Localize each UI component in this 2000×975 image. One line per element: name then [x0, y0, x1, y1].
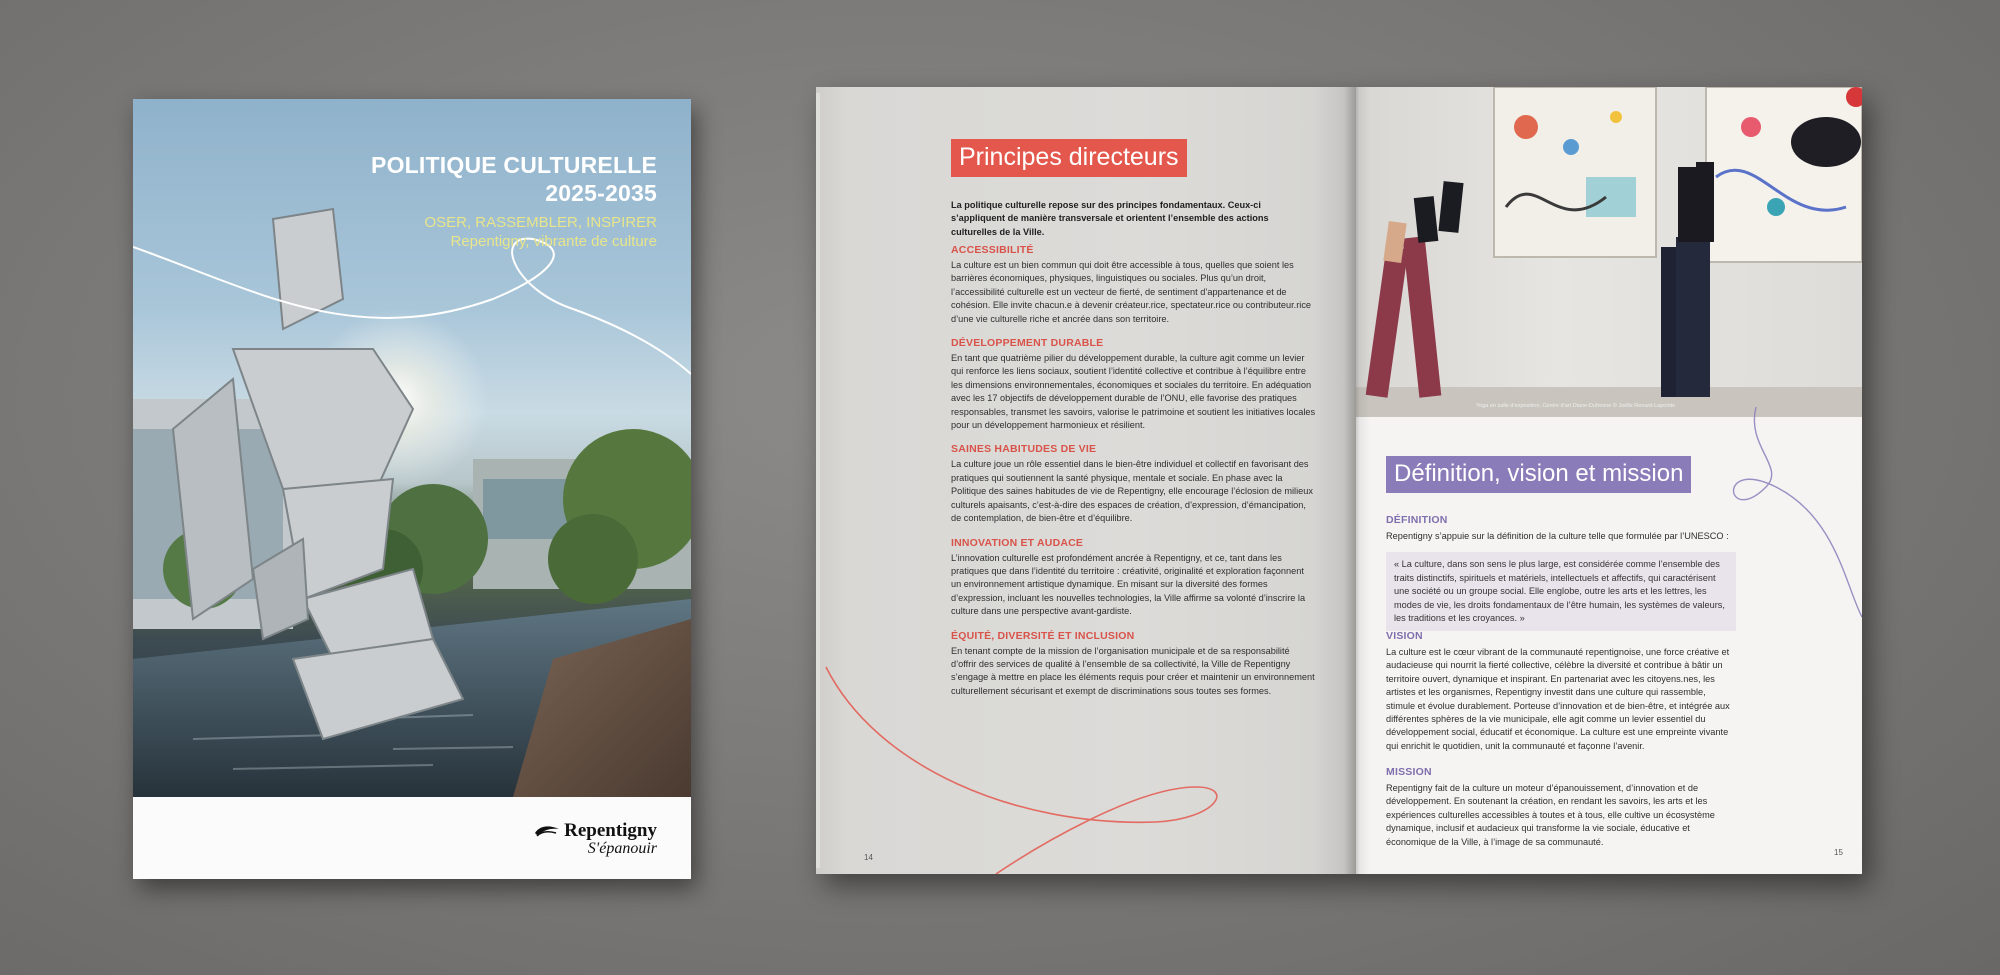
- principe-heading: ÉQUITÉ, DIVERSITÉ ET INCLUSION: [951, 629, 1135, 642]
- logo-name: Repentigny: [564, 820, 657, 841]
- page-edges: [816, 93, 820, 868]
- mission-text: Repentigny fait de la culture un moteur d’épanouissement, d’innovation et de développement. En soutenant la création, en rendant les savoirs, les arts et les expériences culturelles accessibles à toutes et à tous, elle cultive un écosystème dynamique, inclusif et audacieux qui transforme la vie sociale, éducative et économique de la Ville, à l’image de sa communauté.: [1386, 783, 1715, 847]
- photo-caption: Yoga en salle d’exposition, Centre d’art Diane-Dufresne © Joëlle Renard-Lapointe: [1476, 403, 1676, 409]
- principes-list: [951, 244, 1316, 698]
- repentigny-logo: [534, 821, 657, 857]
- cover-title: [371, 151, 657, 207]
- principe-item: [951, 337, 1316, 432]
- principe-heading: ACCESSIBILITÉ: [951, 244, 1034, 256]
- principe-text: La culture joue un rôle essentiel dans le bien-être individuel et collectif en favorisant des pratiques qui soutiennent la santé physique, mentale et sociale. En phase avec la Politique des saines habitudes de vie de Repentigny, elle encourage l’éclosion de milieux culturels apaisants, c’est-à-dire des espaces de création, d’expression, d’émancipation, de contemplation, de bien-être et d’équilibre.: [951, 459, 1313, 524]
- unesco-quote-box: « La culture, dans son sens le plus large, est considérée comme l’ensemble des traits distinctifs, spirituels et matériels, intellectuels et affectifs, qui caractérisent une société ou un groupe social. Elle englobe, outre les arts et les lettres, les modes de vie, les droits fondamentaux de l’être humain, les systèmes de valeurs, les traditions et les croyances. »: [1386, 552, 1736, 631]
- cover-subtitle-line2: Repentigny, vibrante de culture: [450, 233, 657, 250]
- mission-heading: MISSION: [1386, 766, 1432, 778]
- principes-intro: La politique culturelle repose sur des principes fondamentaux. Ceux-ci s’appliquent de manière transversale et orientent l’ensemble des actions culturelles de la Ville.: [951, 200, 1269, 237]
- principe-text: En tant que quatrième pilier du développement durable, la culture agit comme un levier qui renforce les liens sociaux, soutient l’identité collective et contribue à l’équilibre entre les dimensions environnementales, économiques et sociales du territoire. En adéquation avec les 17 objectifs de développement durable de l’ONU, elle favorise des pratiques responsables, transmet les savoirs, valorise le patrimoine et soutient les initiatives locales pour un développement harmonieux et résilient.: [951, 353, 1316, 431]
- principe-heading: INNOVATION ET AUDACE: [951, 536, 1084, 549]
- spine-shadow: [1344, 87, 1370, 874]
- definition-heading: DÉFINITION: [1386, 514, 1448, 526]
- right-page: [1356, 87, 1862, 874]
- mission-section: [1386, 766, 1736, 849]
- vision-text: La culture est le cœur vibrant de la communauté repentignoise, une force créative et audacieuse qui nourrit la fierté collective, célèbre la diversité et contribue à bâtir un territoire ouvert, dynamique et inspirant. En partenariat avec les citoyens.nes, les artistes et les organismes, Repentigny investit dans une culture qui rassemble, stimule et évolue durablement. Porteuse d’innovation et de bien-être, et intégrée aux différentes sphères de la vie municipale, elle agit comme un levier essentiel du développement social, éducatif et économique. La culture est une empreinte vivante qui enrichit le quotidien, unit la communauté et façonne l’avenir.: [1386, 647, 1730, 751]
- vision-heading: VISION: [1386, 630, 1423, 642]
- definition-vision-mission-title: Définition, vision et mission: [1386, 456, 1691, 493]
- definition-section: [1386, 514, 1736, 631]
- principe-item: [951, 443, 1316, 525]
- open-brochure-spread: [816, 87, 1862, 874]
- page-number-left: 14: [864, 853, 873, 862]
- page-number-right: 15: [1834, 848, 1843, 857]
- logo-swoosh-icon: [534, 823, 560, 839]
- principes-title: Principes directeurs: [951, 139, 1187, 177]
- principe-heading: DÉVELOPPEMENT DURABLE: [951, 337, 1104, 350]
- brochure-cover: [133, 99, 691, 879]
- principe-item: [951, 244, 1316, 326]
- principe-item: [951, 537, 1316, 619]
- left-page: [816, 87, 1356, 874]
- cover-title-line1: POLITIQUE CULTURELLE: [371, 152, 657, 178]
- logo-tagline: S'épanouir: [587, 840, 657, 857]
- definition-intro: Repentigny s’appuie sur la définition de la culture telle que formulée par l’UNESCO :: [1386, 531, 1729, 541]
- vision-section: [1386, 630, 1736, 753]
- principe-heading: SAINES HABITUDES DE VIE: [951, 443, 1097, 456]
- cover-subtitle: [424, 213, 657, 251]
- cover-title-line2: 2025-2035: [545, 180, 657, 206]
- principe-text: La culture est un bien commun qui doit être accessible à tous, quelles que soient les barrières économiques, physiques, linguistiques ou sociales. Plus qu’un droit, l’accessibilité culturelle est un vecteur de fierté, de sentiment d’appartenance et de cohésion. Elle invite chacun.e à devenir créateur.rice, spectateur.rice ou contributeur.rice d’une vie culturelle riche et ancrée dans son territoire.: [951, 260, 1312, 324]
- principe-item: [951, 630, 1316, 699]
- principe-text: L’innovation culturelle est profondément ancrée à Repentigny, et ce, tant dans les pratiques que dans l’identité du territoire : créativité, originalité et exploration façonnent un environnement artistique dynamique. En misant sur la diversité des formes d’expression, incluant les nouvelles technologies, la Ville affirme sa volonté d’inscrire la culture dans une perspective avant-gardiste.: [951, 552, 1306, 617]
- cover-subtitle-line1: OSER, RASSEMBLER, INSPIRER: [424, 214, 657, 231]
- principe-text: En tenant compte de la mission de l’organisation municipale et de sa responsabilité d’offrir des services de qualité à l’ensemble de sa collectivité, la Ville de Repentigny s’engage à mettre en place les éléments requis pour créer et maintenir un environnement culturellement sécurisant et exempt de discriminations sous toutes ses formes.: [951, 645, 1315, 696]
